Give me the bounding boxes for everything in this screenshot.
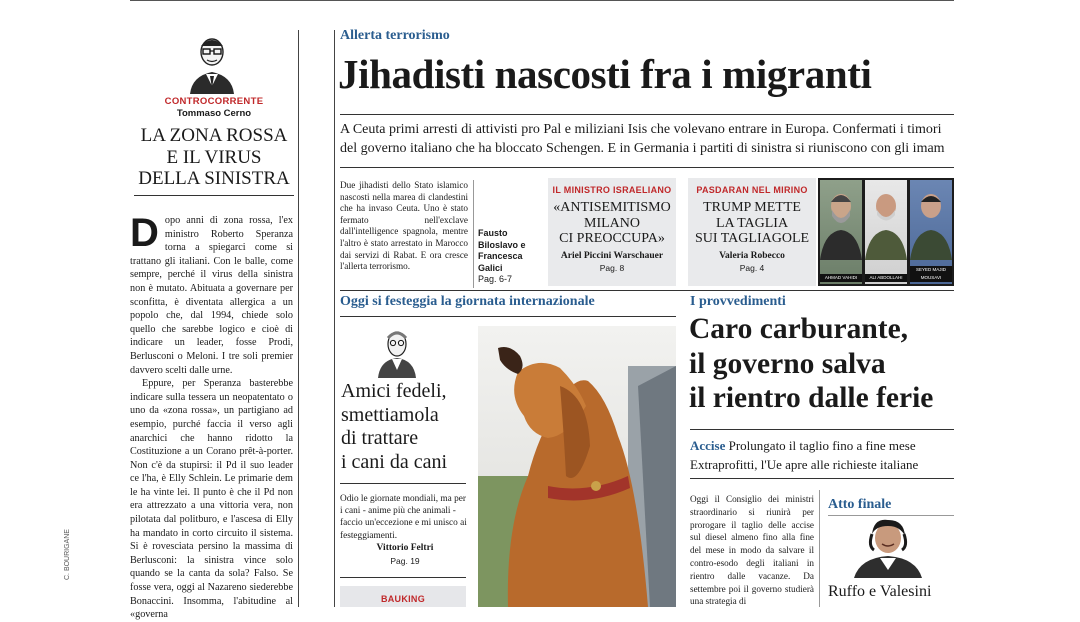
box-title-line: LA TAGLIA — [715, 215, 789, 231]
dog-illustration — [478, 326, 676, 607]
quote-line: MILANO — [584, 215, 640, 231]
quote-line: CI PREOCCUPA» — [559, 231, 665, 246]
dropcap: D — [130, 211, 159, 255]
pasdaran-box-page: Pag. 4 — [739, 262, 765, 273]
title-underline — [134, 195, 294, 196]
box-title-line: TRUMP METTE — [703, 200, 801, 215]
feltri-caricature — [374, 326, 420, 378]
main-article: Due jihadisti dello Stato islamico nascosti nella marea di clandestini che ha invaso Ceuta. Uno è stato fermato nell'exclave dall'intelligence spagnola, mentre l'altro è stato arrestato in Marocco dai servizi di Rabat. E ora cresce l'allerta terrorismo. — [340, 180, 468, 272]
portrait-caption: SEYED MAJID MOUSAVI — [910, 266, 952, 282]
fuel-headline-line: il rientro dalle ferie — [689, 382, 934, 414]
byline-text: Fausto Biloslavo e Francesca Galici — [478, 228, 526, 273]
column-paragraph: Eppure, per Speranza basterebbe indicare sulla tessera un neopatentato o uno da «zona rossa», un partigiano ad esempio, purché faccia il verso agli anarchici che hanno ridotto la Costituzione a un Corano prêt-à-porter. Non c'è da stupirsi: il Pd il suo leader ce l'ha, è Elly Schlein. Le primarie dem le ha vinte lei. Il punto è che il Pd non era attrezzato a una vittoria vera, non pilotata dal politburo, e l'ascesa di Elly ha mandato in corto circuito il sistema. Si è rovesciata persino la massima di Berlusconi: la sinistra vince solo quando se la canta da sola? Falso. Se fosse vera, oggi al Nazareno siederebbe Bonaccini. Insomma, l'abitudine al «governa — [130, 378, 293, 621]
box-title-line: SUI TAGLIAGOLE — [694, 231, 810, 246]
portrait-strip — [818, 178, 954, 286]
photo-credit: C. BOURIGANE — [64, 529, 71, 580]
column-divider — [334, 30, 335, 607]
column-divider — [473, 180, 474, 288]
pasdaran-box — [688, 178, 816, 286]
byline-page: Pag. 6-7 — [478, 274, 513, 284]
fuel-sub-line: Prolungato il taglio fino a fine mese — [728, 438, 916, 453]
atto-title: Ruffo e Valesini — [828, 583, 932, 600]
left-column — [130, 30, 298, 621]
fuel-body: Oggi il Consiglio dei ministri straordinario si riunirà per prorogare il taglio delle accise sul diesel almeno fino alla fine del mese in modo da salvare il contro-esodo degli italiani in rientro dalle vacanze. Da settembre poi il governo studierà una strategia di — [690, 494, 814, 607]
headline-rule — [340, 114, 954, 115]
dogs-text: Odio le giornate mondiali, ma per i cani - anime più che animali - faccio un'eccezione e mi unisco ai festeggiamenti. — [340, 494, 467, 541]
fuel-sub — [690, 436, 958, 474]
top-rule — [130, 0, 954, 1]
dogs-bottom-rule — [340, 577, 466, 578]
bauking-cap: BAUKING — [380, 594, 426, 604]
dogs-author: Vittorio Feltri — [376, 543, 434, 553]
main-deck — [340, 120, 956, 158]
fuel-rule — [690, 429, 954, 430]
dogs-title-line: i cani da cani — [341, 450, 448, 473]
atto-kicker: Atto finale — [828, 497, 892, 512]
fuel-headline — [689, 312, 957, 416]
column-divider — [298, 30, 299, 607]
column-author: Tommaso Cerno — [176, 108, 252, 119]
atto-kicker-rule — [828, 515, 954, 516]
fuel-headline-line: il governo salva — [689, 347, 886, 380]
portrait-figure — [820, 180, 862, 260]
column-title-line: E IL VIRUS — [166, 146, 262, 168]
main-byline — [478, 228, 538, 286]
dogs-title-rule — [340, 483, 466, 484]
dogs-page: Pag. 19 — [390, 556, 420, 566]
column-rubric: CONTROCORRENTE — [164, 96, 264, 107]
fuel-kicker: I provvedimenti — [690, 294, 786, 309]
fuel-sub-line: Extraprofitti, l'Ue apre alle richieste italiane — [690, 457, 919, 472]
fuel-headline-line: Caro carburante, — [689, 313, 909, 345]
deck-line: del governo italiano che ha bloccato Schengen. E in Germania i partiti di sinistra si riuniscono con gli imam — [340, 141, 945, 156]
deck-rule — [340, 167, 954, 168]
dogs-title-line: smettiamola — [341, 403, 439, 426]
pasdaran-box-title — [688, 200, 816, 247]
pasdaran-box-cap: PASDARAN NEL MIRINO — [696, 185, 808, 195]
deck-line: A Ceuta primi arresti di attivisti pro Pal e miliziani Isis che volevano entrare in Europa. Confermati i timori — [340, 122, 942, 137]
portrait — [820, 180, 862, 284]
pasdaran-box-author: Valeria Robecco — [719, 250, 785, 261]
main-headline: Jihadisti nascosti fra i migranti — [338, 51, 872, 97]
quote-box-quote — [548, 200, 676, 247]
section-rule — [340, 290, 954, 291]
fuel-sub-rule — [690, 478, 954, 479]
main-kicker: Allerta terrorismo — [340, 28, 450, 43]
column-title-line: DELLA SINISTRA — [138, 168, 290, 189]
author-caricature — [186, 30, 238, 94]
quote-line: «ANTISEMITISMO — [553, 200, 671, 215]
portrait-caption: AHMAD VAHIDI — [820, 274, 862, 282]
dogs-kicker-rule — [340, 316, 676, 317]
dog-photo — [478, 326, 676, 607]
portrait-figure — [910, 180, 952, 260]
dogs-kicker: Oggi si festeggia la giornata internazionale — [340, 294, 595, 309]
portrait-figure — [865, 180, 907, 260]
dogs-title-line: di trattare — [341, 427, 419, 449]
fuel-tag: Accise — [690, 438, 726, 453]
column-title-line: LA ZONA ROSSA — [140, 125, 288, 146]
portrait-caption: ALI ABDOLLAHI — [865, 274, 907, 282]
dogs-title-line: Amici fedeli, — [341, 380, 447, 402]
quote-box-author: Ariel Piccini Warschauer — [560, 250, 664, 261]
portrait — [865, 180, 907, 284]
atto-portrait — [850, 518, 926, 578]
column-divider — [819, 490, 820, 607]
column-body — [130, 211, 293, 622]
portrait — [910, 180, 952, 284]
bauking-box — [340, 586, 466, 607]
dogs-title — [341, 380, 471, 474]
column-title — [130, 125, 298, 190]
quote-box-cap: IL MINISTRO ISRAELIANO — [552, 185, 672, 195]
column-paragraph: opo anni di zona rossa, l'ex ministro Roberto Speranza torna a spiegarci come si trattano gli italiani. Con le balle, come sempre, perché il virus della sinistra non è mutato. Abituata a governare per sconfitta, è diventata allergica a un popolo che, dal 1994, chiede solo quello che sarebbe logico e cioè di indicare un leader, fosse Prodi, Berlusconi o Meloni. I tre soli premier davvero scelti dalle urne. — [130, 215, 293, 376]
quote-box-page: Pag. 8 — [599, 262, 625, 273]
quote-box — [548, 178, 676, 286]
